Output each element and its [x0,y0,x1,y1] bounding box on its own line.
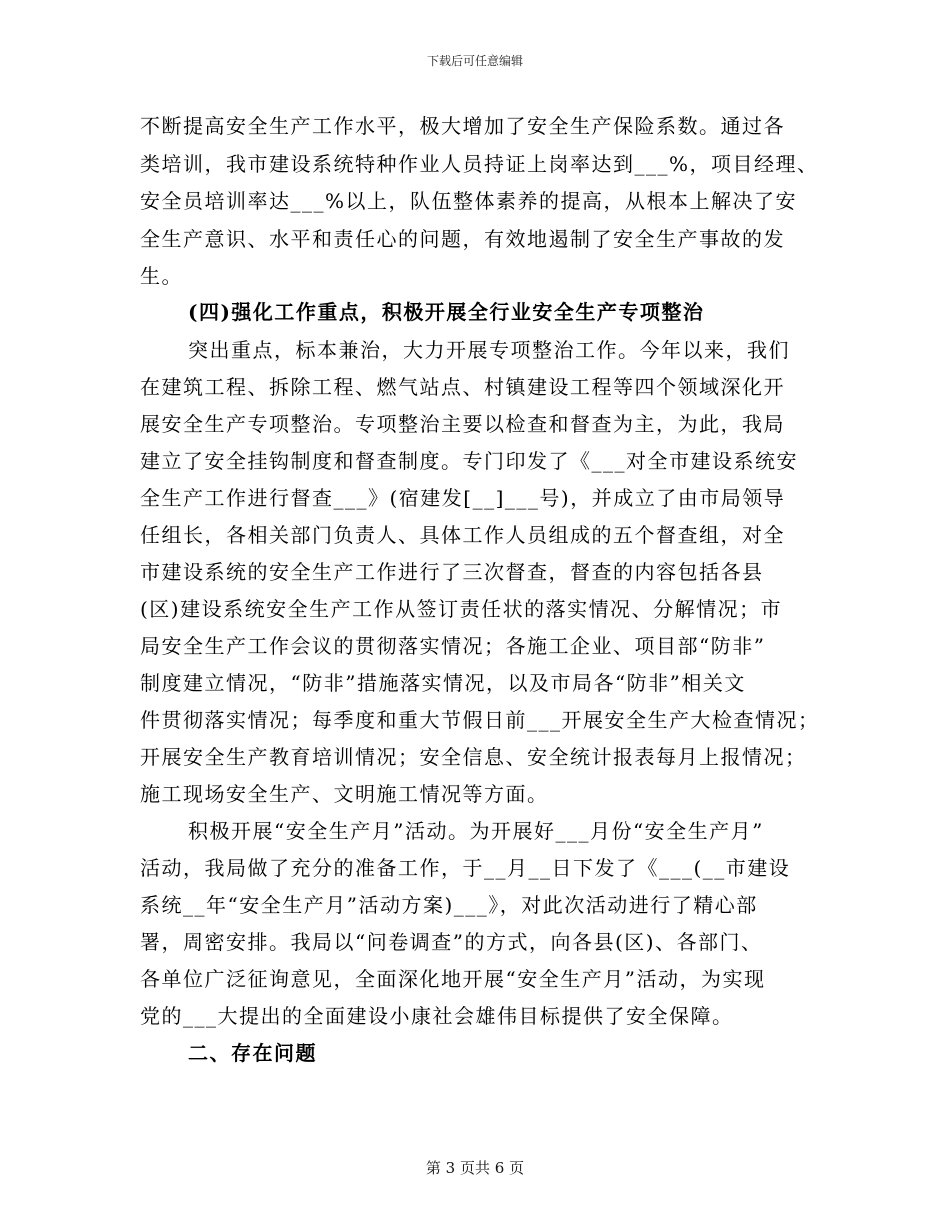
paragraph-line: 建立了安全挂钩制度和督查制度。专门印发了《___对全市建设系统安 [140,449,798,473]
paragraph-line: 任组长，各相关部门负责人、具体工作人员组成的五个督查组，对全 [140,523,785,547]
paragraph-line: 署，周密安排。我局以“问卷调查”的方式，向各县(区)、各部门、 [140,930,763,954]
paragraph-line: 施工现场安全生产、文明施工情况等方面。 [140,782,549,806]
paragraph-line: 展安全生产专项整治。专项整治主要以检查和督查为主，为此，我局 [140,412,785,436]
section-heading: 二、存在问题 [188,1041,317,1065]
section-heading: (四)强化工作重点，积极开展全行业安全生产专项整治 [188,300,705,324]
page-footer: 第 3 页共 6 页 [425,1159,525,1177]
paragraph-line: 党的___大提出的全面建设小康社会雄伟目标提供了安全保障。 [140,1004,734,1028]
paragraph-line: 局安全生产工作会议的贯彻落实情况；各施工企业、项目部“防非” [140,634,766,658]
paragraph-line: 系统__年“安全生产月”活动方案)___》，对此次活动进行了精心部 [140,893,758,917]
paragraph-line: 类培训，我市建设系统特种作业人员持证上岗率达到___%，项目经理、 [140,152,819,176]
paragraph-line: 全生产工作进行督查___》(宿建发[__]___号)，并成立了由市局领导 [140,486,786,510]
paragraph-line: 安全员培训率达___%以上，队伍整体素养的提高，从根本上解决了安 [140,189,798,213]
paragraph-line: 在建筑工程、拆除工程、燃气站点、村镇建设工程等四个领域深化开 [140,375,785,399]
paragraph-line: 各单位广泛征询意见，全面深化地开展“安全生产月”活动，为实现 [140,967,766,991]
paragraph-line: 开展安全生产教育培训情况；安全信息、安全统计报表每月上报情况； [140,745,807,769]
paragraph-line: 积极开展“安全生产月”活动。为开展好___月份“安全生产月” [188,819,764,843]
paragraph-line: 突出重点，标本兼治，大力开展专项整治工作。今年以来，我们 [188,338,790,362]
paragraph-line: 件贯彻落实情况；每季度和重大节假日前___开展安全生产大检查情况； [140,708,820,732]
paragraph-line: 生。 [140,264,183,288]
paragraph-line: 全生产意识、水平和责任心的问题，有效地遏制了安全生产事故的发 [140,227,785,251]
paragraph-line: (区)建设系统安全生产工作从签订责任状的落实情况、分解情况；市 [140,597,783,621]
page-header: 下载后可任意编辑 [426,54,523,68]
paragraph-line: 制度建立情况，“防非”措施落实情况，以及市局各“防非”相关文 [140,671,746,695]
paragraph-line: 活动，我局做了充分的准备工作，于__月__日下发了《___(__市建设 [140,856,791,880]
paragraph-line: 市建设系统的安全生产工作进行了三次督查，督查的内容包括各县 [140,560,764,584]
paragraph-line: 不断提高安全生产工作水平，极大增加了安全生产保险系数。通过各 [140,114,785,138]
